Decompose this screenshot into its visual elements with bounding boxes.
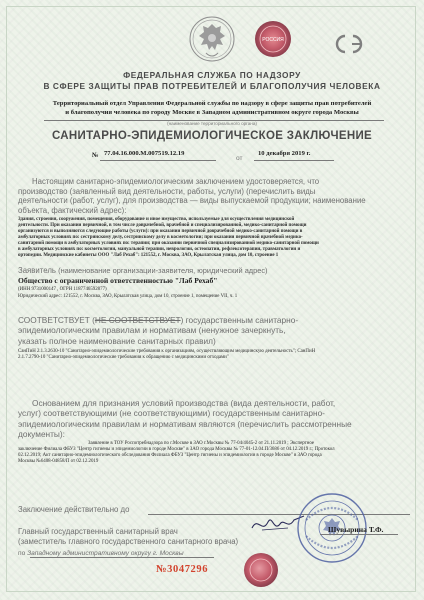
se-logo-icon [332, 32, 368, 56]
serial-number: №3047296 [156, 564, 209, 575]
applicant-ids: (ИНН 9731000147 , ОГРН 1187746592877) [18, 287, 107, 292]
department-caption: (наименование территориального органа) [167, 121, 257, 126]
applicant-address: Юридический адрес: 121552, г. Москва, ЗАО, Крылатская улица, дом 10, строение 1, помещение VII, ч. 1 [18, 294, 238, 299]
section2-text: СООТВЕТСТВУЕТ (НЕ СООТВЕТСТВУЕТ) государственным санитарно- эпидемиологическим правилам и нормативам (ненужное зачеркнуть, указать полное наименование санитарных правил) [18, 315, 410, 346]
signatory-region: по Западному административному округу г. Москвы [18, 550, 184, 557]
number-prefix: № [92, 152, 99, 159]
section3-text: Основанием для признания условий производства (вида деятельности, работ, услуг) соответствующими (не соответствующими) государственным санитарно- эпидемиологическим правилам и нормативам являются (перечислить рассмотренные документы): [18, 398, 352, 439]
document-number: 77.04.16.000.М.007519.12.19 [104, 150, 185, 157]
applicant-name: Общество с ограниченной ответственностью "Лаб Рехаб" [18, 276, 218, 285]
department-line2: и благополучия человека по городу Москве в Западном административном округе города Москвы [65, 109, 359, 116]
validity-label: Заключение действительно до [18, 505, 130, 514]
section2-line1: СООТВЕТСТВУЕТ (НЕ СООТВЕТСТВУЕТ) государственным санитарно- [18, 315, 299, 325]
emblem-icon [188, 15, 236, 63]
number-underline [100, 160, 216, 161]
signer-name: Шувырина Т.Ф. [328, 525, 384, 534]
signatory-title-line1: Главный государственный санитарный врач [18, 527, 178, 536]
hologram-label: РОССИЯ [262, 37, 284, 43]
department-line1: Территориальный отдел Управления Федеральной службы по надзору в сфере защиты прав потребителей [52, 100, 372, 107]
basis-documents: Заявление в ТОУ Роспотребнадзора по г.Москве в ЗАО г.Москвы № 77-04/4045-2 от 21.11.2019 ; Экспертное заключение Филиала ФБУЗ "Центр гигиены и эпидемиологии в городе Москве" в ЗАО города Москвы № 77-01-12.04.П/3686 от 04.12.2019 г.; Протокол 02.12.2019; Акт санитарно-эпидемиологического обследования Филиала ФБУЗ "Центр гигиены и эпидемиологии в городе Москве" в ЗАО города Москвы №6408-04858/П от 02.12.2019 [18, 441, 335, 464]
section1-intro: Настоящим санитарно-эпидемиологическим заключением удостоверяется, что производство (заявленный вид деятельности, работы, услуги) (перечислить виды деятельности (работ, услуг), для производства — виды выпускаемой продукции; наименование объекта, фактический адрес): [18, 177, 366, 215]
regulations-list: СанПиН 2.1.3.2630-10 "Санитарно-эпидемиологические требования к организациям, осуществляющим медицинскую деятельность"; СанПиН 2.1.7.2790-10 "Санитарно-эпидемиологические требования к обращению с медицинскими отходами" [18, 349, 316, 360]
hologram-sticker [254, 20, 292, 58]
signatory-title-line2: (заместитель главного государственного санитарного врача) [18, 537, 239, 546]
region-underline [30, 557, 214, 558]
hologram-sticker-bottom [243, 552, 279, 588]
struck-text: НЕ СООТВЕТСТВУЕТ [94, 315, 181, 325]
document-date: 10 декабря 2019 г. [258, 150, 311, 157]
document-title: САНИТАРНО-ЭПИДЕМИОЛОГИЧЕСКОЕ ЗАКЛЮЧЕНИЕ [51, 130, 372, 142]
date-from-label: от [236, 155, 243, 162]
activity-description: Здания, строения, сооружения, помещения, оборудование и иное имущество, используемые для осуществления медицинской деятельности. При оказании первичной, в том числе доврачебной, врачебной и специализированной, медико-санитарной помощи организуются и выполняются следующие работы (услуги): при оказании первичной доврачебной медико-санитарной помощи в амбулаторных условиях по: сестринскому делу, сестринскому делу в косметологии; при оказании первичной врачебной медико- санитарной помощи в амбулаторных условиях по: терапии; при оказании первичной специализированной медико-санитарной помощи в амбулаторных условиях по: косметологии, мануальной терапии, неврологии, остеопатии, рефлексотерапии, травматологии и ортопедии. Медицинские кабинеты ООО "Лаб Рехаб": 121552, г. Москва, ЗАО, Крылатская улица, дом 10, строение 1 [18, 217, 319, 258]
agency-name-line2: В СФЕРЕ ЗАЩИТЫ ПРАВ ПОТРЕБИТЕЛЕЙ И БЛАГОПОЛУЧИЯ ЧЕЛОВЕКА [43, 81, 381, 91]
agency-name-line1: ФЕДЕРАЛЬНАЯ СЛУЖБА ПО НАДЗОРУ [123, 70, 301, 80]
date-underline [254, 160, 334, 161]
applicant-heading: Заявитель (наименование организации-заявителя, юридический адрес) [18, 266, 268, 275]
signer-underline [320, 534, 398, 535]
